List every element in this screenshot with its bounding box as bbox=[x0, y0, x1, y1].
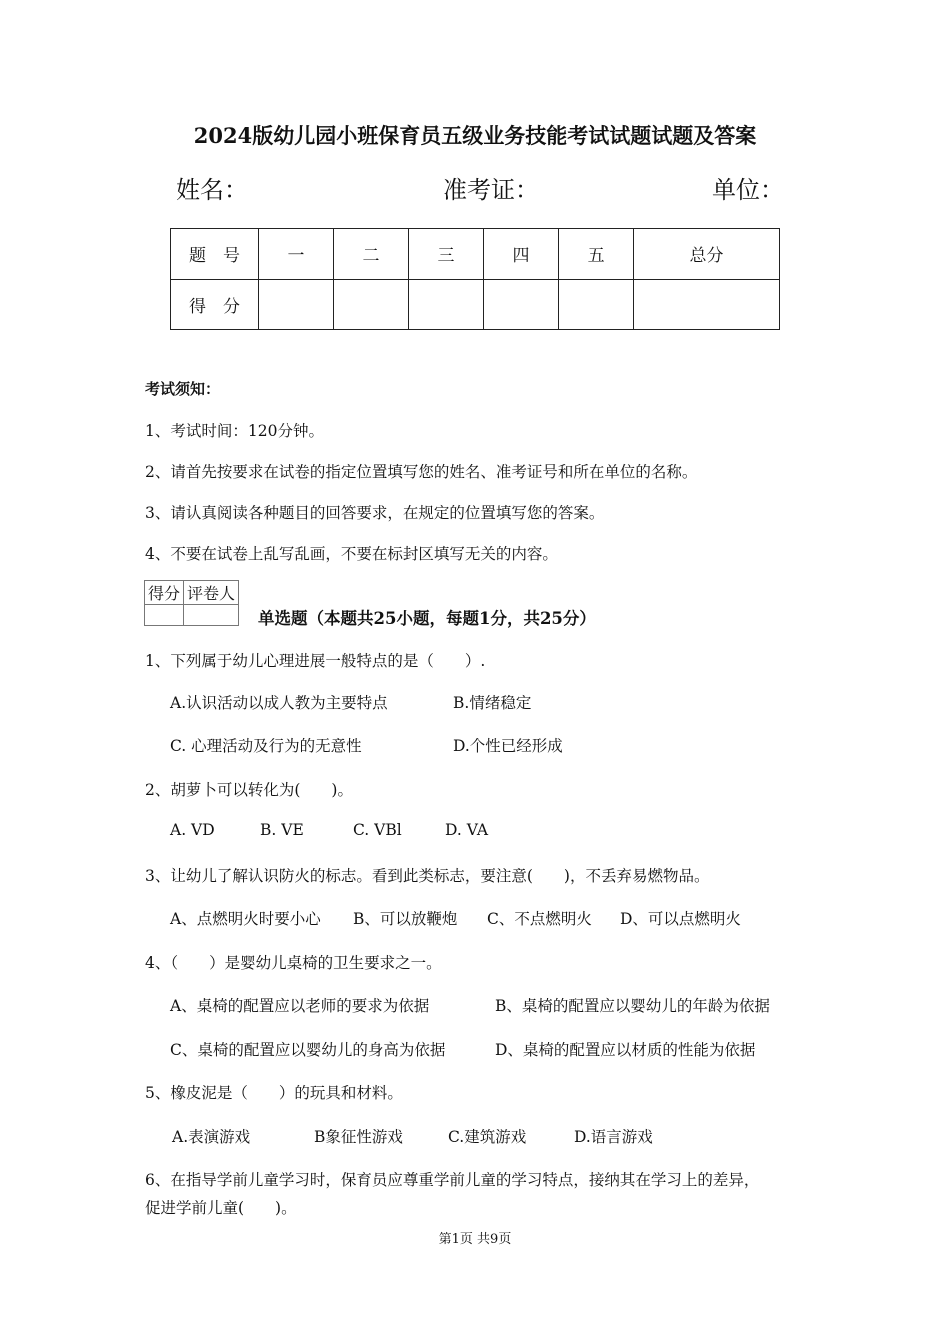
score-header-cell: 题 号 bbox=[171, 229, 259, 280]
score-header-cell: 二 bbox=[334, 229, 409, 280]
question-stem: 3、让幼儿了解认识防火的标志。看到此类标志，要注意( )，不丢弃易燃物品。 bbox=[145, 867, 710, 885]
notice-item: 3、请认真阅读各种题目的回答要求，在规定的位置填写您的答案。 bbox=[145, 504, 605, 522]
grader-name-label: 评卷人 bbox=[184, 581, 239, 605]
question-stem: 4、（ ）是婴幼儿桌椅的卫生要求之一。 bbox=[145, 954, 442, 972]
score-header-cell: 总分 bbox=[634, 229, 780, 280]
notice-item: 1、考试时间：120分钟。 bbox=[145, 422, 324, 440]
grader-name-cell[interactable] bbox=[184, 605, 239, 626]
answer-option[interactable]: A. VD bbox=[170, 821, 215, 839]
answer-option[interactable]: D.语言游戏 bbox=[574, 1128, 653, 1146]
score-header-cell: 一 bbox=[259, 229, 334, 280]
answer-option[interactable]: B. VE bbox=[260, 821, 304, 839]
score-header-cell: 三 bbox=[409, 229, 484, 280]
document-title: 2024版幼儿园小班保育员五级业务技能考试试题试题及答案 bbox=[193, 123, 757, 148]
answer-option[interactable]: D、可以点燃明火 bbox=[620, 910, 741, 928]
exam-id-field-label: 准考证： bbox=[443, 176, 539, 204]
answer-option[interactable]: A、桌椅的配置应以老师的要求为依据 bbox=[170, 997, 430, 1015]
page-footer: 第1页 共9页 bbox=[438, 1232, 512, 1247]
question-stem-continued: 促进学前儿童( )。 bbox=[145, 1199, 297, 1217]
answer-option[interactable]: D.个性已经形成 bbox=[453, 737, 563, 755]
answer-option[interactable]: C、桌椅的配置应以婴幼儿的身高为依据 bbox=[170, 1041, 446, 1059]
notice-item: 2、请首先按要求在试卷的指定位置填写您的姓名、准考证号和所在单位的名称。 bbox=[145, 463, 698, 481]
grader-score-label: 得分 bbox=[145, 581, 184, 605]
grader-score-cell[interactable] bbox=[145, 605, 184, 626]
answer-option[interactable]: C.建筑游戏 bbox=[448, 1128, 527, 1146]
answer-option[interactable]: A.认识活动以成人教为主要特点 bbox=[170, 694, 388, 712]
answer-option[interactable]: C、不点燃明火 bbox=[487, 910, 592, 928]
section-title: 单选题（本题共25小题，每题1分，共25分） bbox=[258, 609, 596, 628]
answer-option[interactable]: D. VA bbox=[445, 821, 489, 839]
name-field-label: 姓名： bbox=[176, 176, 248, 204]
score-table bbox=[170, 228, 780, 330]
answer-option[interactable]: B、桌椅的配置应以婴幼儿的年龄为依据 bbox=[495, 997, 770, 1015]
answer-option[interactable]: B象征性游戏 bbox=[314, 1128, 403, 1146]
score-entry-cell[interactable] bbox=[634, 279, 780, 330]
score-entry-cell[interactable] bbox=[409, 279, 484, 330]
question-stem: 5、橡皮泥是（ ）的玩具和材料。 bbox=[145, 1084, 403, 1102]
grader-box bbox=[144, 580, 239, 626]
score-entry-cell[interactable] bbox=[484, 279, 559, 330]
score-table-score-row bbox=[171, 279, 780, 330]
answer-option[interactable]: C. 心理活动及行为的无意性 bbox=[170, 737, 362, 755]
question-stem: 2、胡萝卜可以转化为( )。 bbox=[145, 781, 353, 799]
score-entry-cell[interactable] bbox=[334, 279, 409, 330]
answer-option[interactable]: C. VBl bbox=[353, 821, 402, 839]
score-table-header-row bbox=[171, 229, 780, 280]
answer-option[interactable]: A.表演游戏 bbox=[172, 1128, 251, 1146]
score-header-cell: 五 bbox=[559, 229, 634, 280]
unit-field-label: 单位： bbox=[712, 176, 784, 204]
answer-option[interactable]: A、点燃明火时要小心 bbox=[170, 910, 321, 928]
answer-option[interactable]: D、桌椅的配置应以材质的性能为依据 bbox=[495, 1041, 756, 1059]
score-row-label: 得 分 bbox=[171, 279, 259, 330]
notice-heading: 考试须知： bbox=[145, 380, 221, 398]
question-stem: 6、在指导学前儿童学习时，保育员应尊重学前儿童的学习特点，接纳其在学习上的差异， bbox=[145, 1171, 760, 1189]
question-stem: 1、下列属于幼儿心理进展一般特点的是（ ）. bbox=[145, 652, 486, 670]
score-header-cell: 四 bbox=[484, 229, 559, 280]
score-entry-cell[interactable] bbox=[259, 279, 334, 330]
score-entry-cell[interactable] bbox=[559, 279, 634, 330]
answer-option[interactable]: B、可以放鞭炮 bbox=[353, 910, 458, 928]
answer-option[interactable]: B.情绪稳定 bbox=[453, 694, 532, 712]
notice-item: 4、不要在试卷上乱写乱画，不要在标封区填写无关的内容。 bbox=[145, 545, 558, 563]
